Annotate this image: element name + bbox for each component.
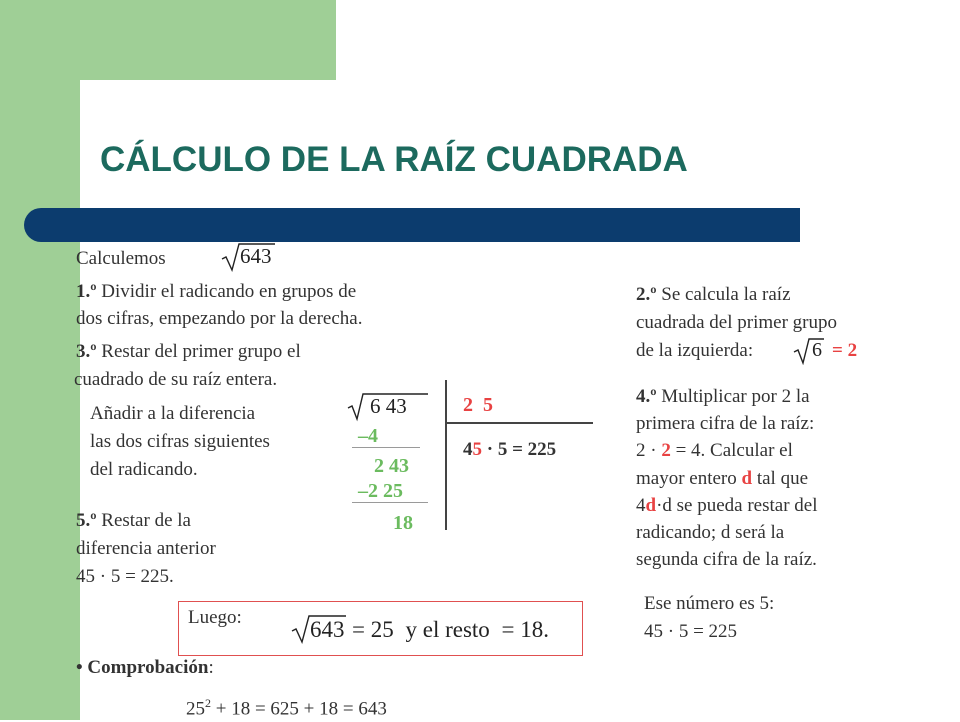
intro-radical <box>220 242 276 277</box>
step2-radical <box>792 337 826 370</box>
comprobacion-heading <box>76 654 214 681</box>
step1-line1 <box>76 278 356 305</box>
green-left-band <box>0 0 80 720</box>
division-sub2: –2 25 <box>358 480 403 502</box>
add-line1: Añadir a la diferencia <box>90 403 256 424</box>
division-vertical-line <box>445 380 447 530</box>
step4-line4-post: tal que <box>752 468 809 489</box>
step4-line5-pre: 4 <box>636 495 646 516</box>
comprobacion-colon: : <box>208 657 214 678</box>
division-rem1: 2 43 <box>374 455 409 477</box>
step2-number: 2.º <box>636 284 657 305</box>
step3-number: 3.º <box>76 341 97 362</box>
add-line2: las dos cifras siguientes <box>90 431 270 452</box>
green-top-band <box>80 0 336 80</box>
step4-line5-post: ·d se pueda restar del <box>656 495 818 516</box>
step4-line1 <box>636 383 810 410</box>
title-underline-bar <box>24 208 800 242</box>
division-radical <box>346 392 430 427</box>
step4-line4 <box>636 465 808 492</box>
step4-line7: segunda cifra de la raíz. <box>636 549 817 570</box>
intro-label: Calculemos <box>76 248 166 269</box>
step3-line2: cuadrado de su raíz entera. <box>74 369 278 390</box>
step2-line3: de la izquierda: <box>636 340 754 361</box>
step1-text1: Dividir el radicando en grupos de <box>101 281 357 302</box>
step4-text1: Multiplicar por 2 la <box>661 386 810 407</box>
step5-line1 <box>76 507 191 534</box>
ese-line2: 45 · 5 = 225 <box>644 621 738 642</box>
intro-radicand: 643 <box>240 244 272 268</box>
comprobacion-exponent: 2 <box>205 696 211 710</box>
comprobacion-rest: + 18 = 625 + 18 = 643 <box>211 698 387 720</box>
division-horizontal-line <box>445 422 593 424</box>
step4-line3-pre: 2 · <box>636 440 662 461</box>
division-rem2: 18 <box>393 512 413 534</box>
step5-text1: Restar de la <box>101 510 191 531</box>
division-radicand: 6 43 <box>370 394 407 418</box>
luego-eq: = 25 <box>352 617 394 642</box>
division-rule2 <box>352 502 428 503</box>
bullet-icon: • <box>76 657 83 678</box>
step4-line4-pre: mayor entero <box>636 468 742 489</box>
luego-rest: = 18. <box>501 617 550 642</box>
step4-line3-red: 2 <box>661 440 671 461</box>
step3-text1: Restar del primer grupo el <box>101 341 301 362</box>
root-digit2: 5 <box>483 394 493 416</box>
step4-line3 <box>636 437 793 464</box>
step4-line5-d: d <box>645 495 657 516</box>
luego-radical <box>290 614 348 649</box>
step1-line2: dos cifras, empezando por la derecha. <box>76 308 363 329</box>
step5-line2: diferencia anterior <box>76 538 216 559</box>
comprobacion-equation <box>186 690 387 722</box>
luego-radicand: 643 <box>310 617 345 642</box>
multiplication-line <box>463 436 556 463</box>
step2-text1: Se calcula la raíz <box>661 284 791 305</box>
step5-line3: 45 · 5 = 225. <box>76 566 174 587</box>
comprobacion-label: Comprobación <box>87 657 209 678</box>
step4-line4-d: d <box>741 468 753 489</box>
mult-digit4: 4 <box>463 439 473 460</box>
step2-radicand: 6 <box>812 339 822 361</box>
luego-equation <box>352 617 549 643</box>
step3-line1 <box>76 338 301 365</box>
step4-line6: radicando; d será la <box>636 522 785 543</box>
luego-text: y el resto <box>405 617 490 642</box>
step1-number: 1.º <box>76 281 97 302</box>
ese-line1: Ese número es 5: <box>644 593 775 614</box>
division-sub1: –4 <box>358 425 378 447</box>
division-rule1 <box>352 447 420 448</box>
root-digits <box>463 392 493 419</box>
add-line3: del radicando. <box>90 459 198 480</box>
page-title: CÁLCULO DE LA RAÍZ CUADRADA <box>100 140 688 179</box>
root-digit1: 2 <box>463 394 473 416</box>
mult-digit5: 5 <box>472 439 482 460</box>
step4-number: 4.º <box>636 386 657 407</box>
step4-line2: primera cifra de la raíz: <box>636 413 815 434</box>
step2-line2: cuadrada del primer grupo <box>636 312 837 333</box>
step4-line5 <box>636 492 818 519</box>
mult-rest: · 5 = 225 <box>482 439 557 460</box>
step5-number: 5.º <box>76 510 97 531</box>
step2-result: = 2 <box>832 340 858 361</box>
luego-label: Luego: <box>188 607 242 628</box>
comprobacion-base: 25 <box>186 698 205 720</box>
step4-line3-post: = 4. Calcular el <box>670 440 793 461</box>
step2-line1 <box>636 281 791 308</box>
